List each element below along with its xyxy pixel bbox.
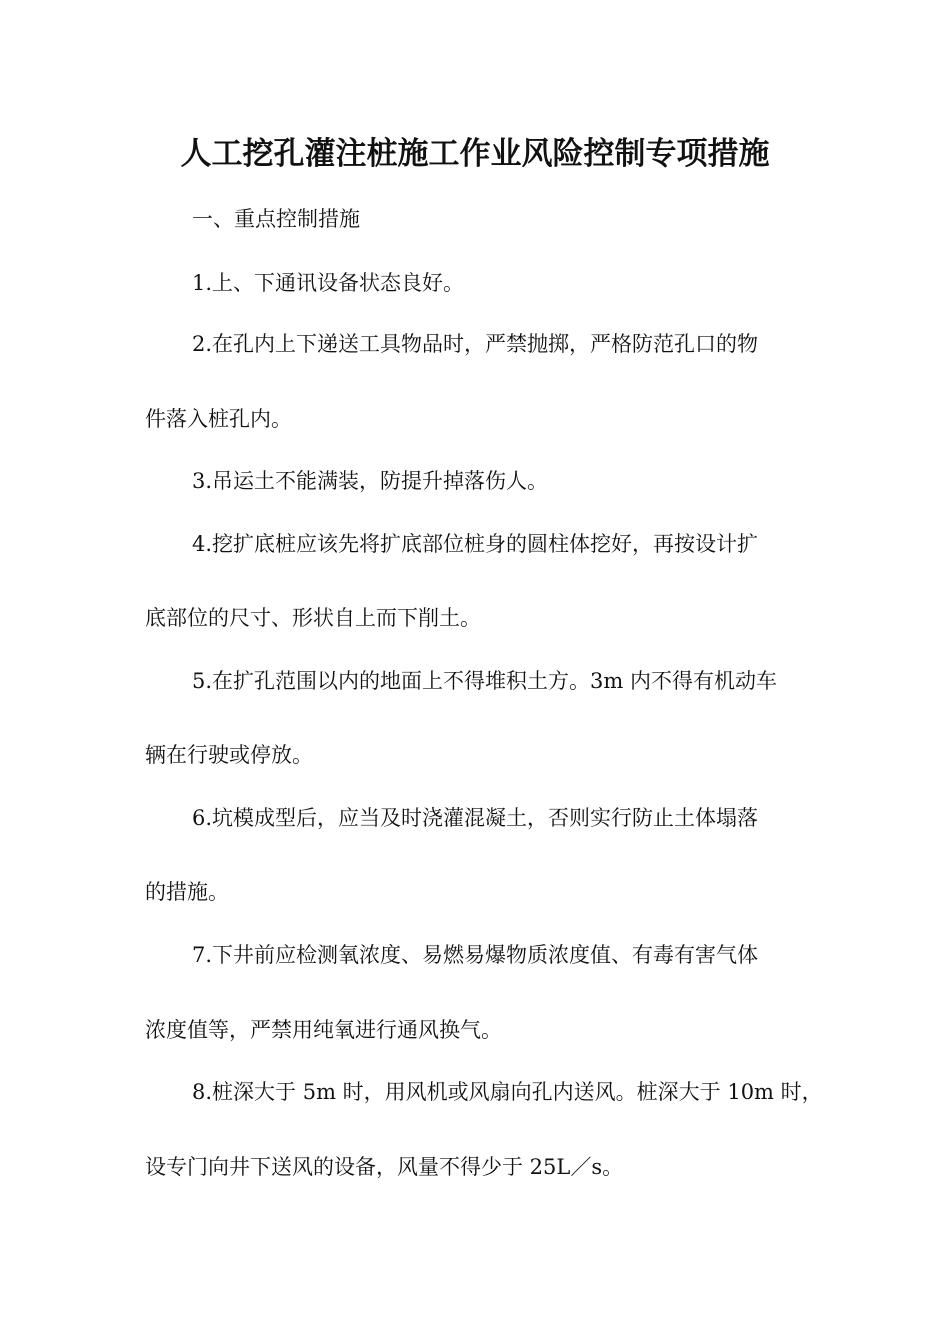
- item-4-line-2: 底部位的尺寸、形状自上而下削土。: [145, 606, 481, 630]
- item-7-line-1: 7.下井前应检测氧浓度、易燃易爆物质浓度值、有毒有害气体: [192, 943, 759, 967]
- section-heading: 一、重点控制措施: [192, 207, 360, 231]
- item-7-line-2: 浓度值等，严禁用纯氧进行通风换气。: [145, 1018, 502, 1042]
- item-2-line-1: 2.在孔内上下递送工具物品时，严禁抛掷，严格防范孔口的物: [192, 332, 759, 356]
- page-title: 人工挖孔灌注桩施工作业风险控制专项措施: [180, 136, 770, 172]
- item-4-line-1: 4.挖扩底桩应该先将扩底部位桩身的圆柱体挖好，再按设计扩: [192, 532, 759, 556]
- item-8-line-2: 设专门向井下送风的设备，风量不得少于 25L／s。: [145, 1155, 624, 1179]
- item-6-line-1: 6.坑模成型后，应当及时浇灌混凝土，否则实行防止土体塌落: [192, 806, 759, 830]
- item-5-line-1: 5.在扩孔范围以内的地面上不得堆积土方。3m 内不得有机动车: [192, 669, 777, 693]
- item-1-line-1: 1.上、下通讯设备状态良好。: [192, 271, 465, 295]
- item-2-line-2: 件落入桩孔内。: [145, 407, 292, 431]
- item-5-line-2: 辆在行驶或停放。: [145, 743, 313, 767]
- item-6-line-2: 的措施。: [145, 880, 229, 904]
- item-8-line-1: 8.桩深大于 5m 时，用风机或风扇向孔内送风。桩深大于 10m 时，: [192, 1080, 823, 1104]
- item-3-line-1: 3.吊运土不能满装，防提升掉落伤人。: [192, 469, 549, 493]
